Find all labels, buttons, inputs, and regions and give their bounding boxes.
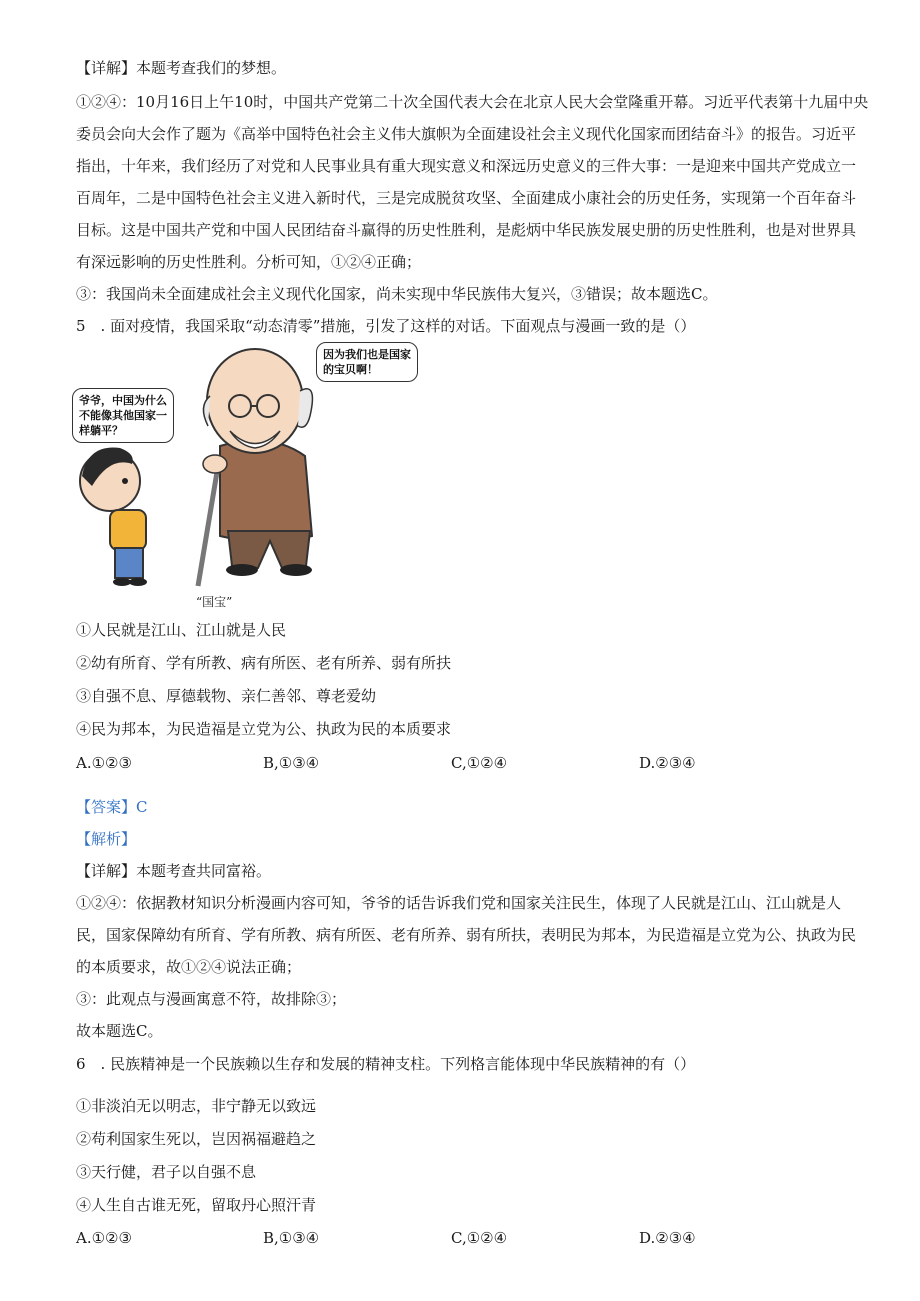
bubble-line: 的宝贝啊！ [323, 363, 378, 376]
choice-item: ①人民就是江山、江山就是人民 [76, 621, 287, 639]
explanation-line: 有深远影响的历史性胜利。分析可知，①②④正确； [76, 253, 422, 271]
explanation-line: ③：此观点与漫画寓意不符，故排除③； [76, 990, 347, 1008]
option-b: B,①③④ [263, 754, 320, 772]
option-d: D.②③④ [639, 1229, 696, 1247]
choice-item: ①非淡泊无以明志，非宁静无以致远 [76, 1097, 317, 1115]
explanation-line: 百周年，二是中国特色社会主义进入新时代，三是完成脱贫攻坚、全面建成小康社会的历史任务，实现第一个百年奋斗 [76, 189, 857, 207]
option-d: D.②③④ [639, 754, 696, 772]
answer-label: 【答案】C [76, 798, 148, 816]
option-c: C,①②④ [451, 754, 508, 772]
question-6-stem: 6 . 民族精神是一个民族赖以生存和发展的精神支柱。下列格言能体现中华民族精神的有（） [76, 1055, 696, 1073]
bubble-line: 不能像其他国家一 [79, 409, 167, 422]
explanation-line: 委员会向大会作了题为《高举中国特色社会主义伟大旗帜为全面建设社会主义现代化国家而团结奋斗》的报告。习近平 [76, 125, 857, 143]
choice-item: ③自强不息、厚德载物、亲仁善邻、尊老爱幼 [76, 687, 377, 705]
child-speech-bubble [72, 388, 174, 443]
choice-item: ④人生自古谁无死，留取丹心照汗青 [76, 1196, 317, 1214]
option-a: A.①②③ [76, 1229, 132, 1247]
bubble-line: 因为我们也是国家 [323, 348, 411, 361]
explanation-line: 指出，十年来，我们经历了对党和人民事业具有重大现实意义和深远历史意义的三件大事：一是迎来中国共产党成立一 [76, 157, 857, 175]
explanation-line: 目标。这是中国共产党和中国人民团结奋斗赢得的历史性胜利，是彪炳中华民族发展史册的历史性胜利，也是对世界具 [76, 221, 857, 239]
explanation-line: ①②④：10月16日上午10时，中国共产党第二十次全国代表大会在北京人民大会堂隆重开幕。习近平代表第十九届中央 [76, 93, 869, 111]
choice-item: ③天行健，君子以自强不息 [76, 1163, 257, 1181]
comic-caption: “国宝” [196, 595, 233, 609]
choice-item: ④民为邦本，为民造福是立党为公、执政为民的本质要求 [76, 720, 452, 738]
bubble-line: 样躺平？ [79, 424, 123, 437]
choice-item: ②苟利国家生死以，岂因祸福避趋之 [76, 1130, 317, 1148]
bubble-line: 爷爷，中国为什么 [79, 394, 167, 407]
detail-heading: 【详解】本题考查共同富裕。 [76, 862, 272, 880]
question-5-stem: 5 . 面对疫情，我国采取“动态清零”措施，引发了这样的对话。下面观点与漫画一致的是（） [76, 317, 696, 335]
choice-item: ②幼有所育、学有所教、病有所医、老有所养、弱有所扶 [76, 654, 452, 672]
explanation-line: 民，国家保障幼有所育、学有所教、病有所医、老有所养、弱有所扶，表明民为邦本，为民造福是立党为公、执政为民 [76, 926, 857, 944]
detail-heading: 【详解】本题考查我们的梦想。 [76, 59, 287, 77]
explanation-line: 故本题选C。 [76, 1022, 163, 1040]
grandpa-speech-bubble [316, 342, 418, 382]
explanation-line: 的本质要求，故①②④说法正确； [76, 958, 302, 976]
option-a: A.①②③ [76, 754, 132, 772]
explanation-line: ①②④：依据教材知识分析漫画内容可知，爷爷的话告诉我们党和国家关注民生，体现了人民就是江山、江山就是人 [76, 894, 842, 912]
option-b: B,①③④ [263, 1229, 320, 1247]
option-c: C,①②④ [451, 1229, 508, 1247]
analysis-label: 【解析】 [76, 830, 137, 848]
explanation-line: ③：我国尚未全面建成社会主义现代化国家，尚未实现中华民族伟大复兴，③错误；故本题选C。 [76, 285, 718, 303]
